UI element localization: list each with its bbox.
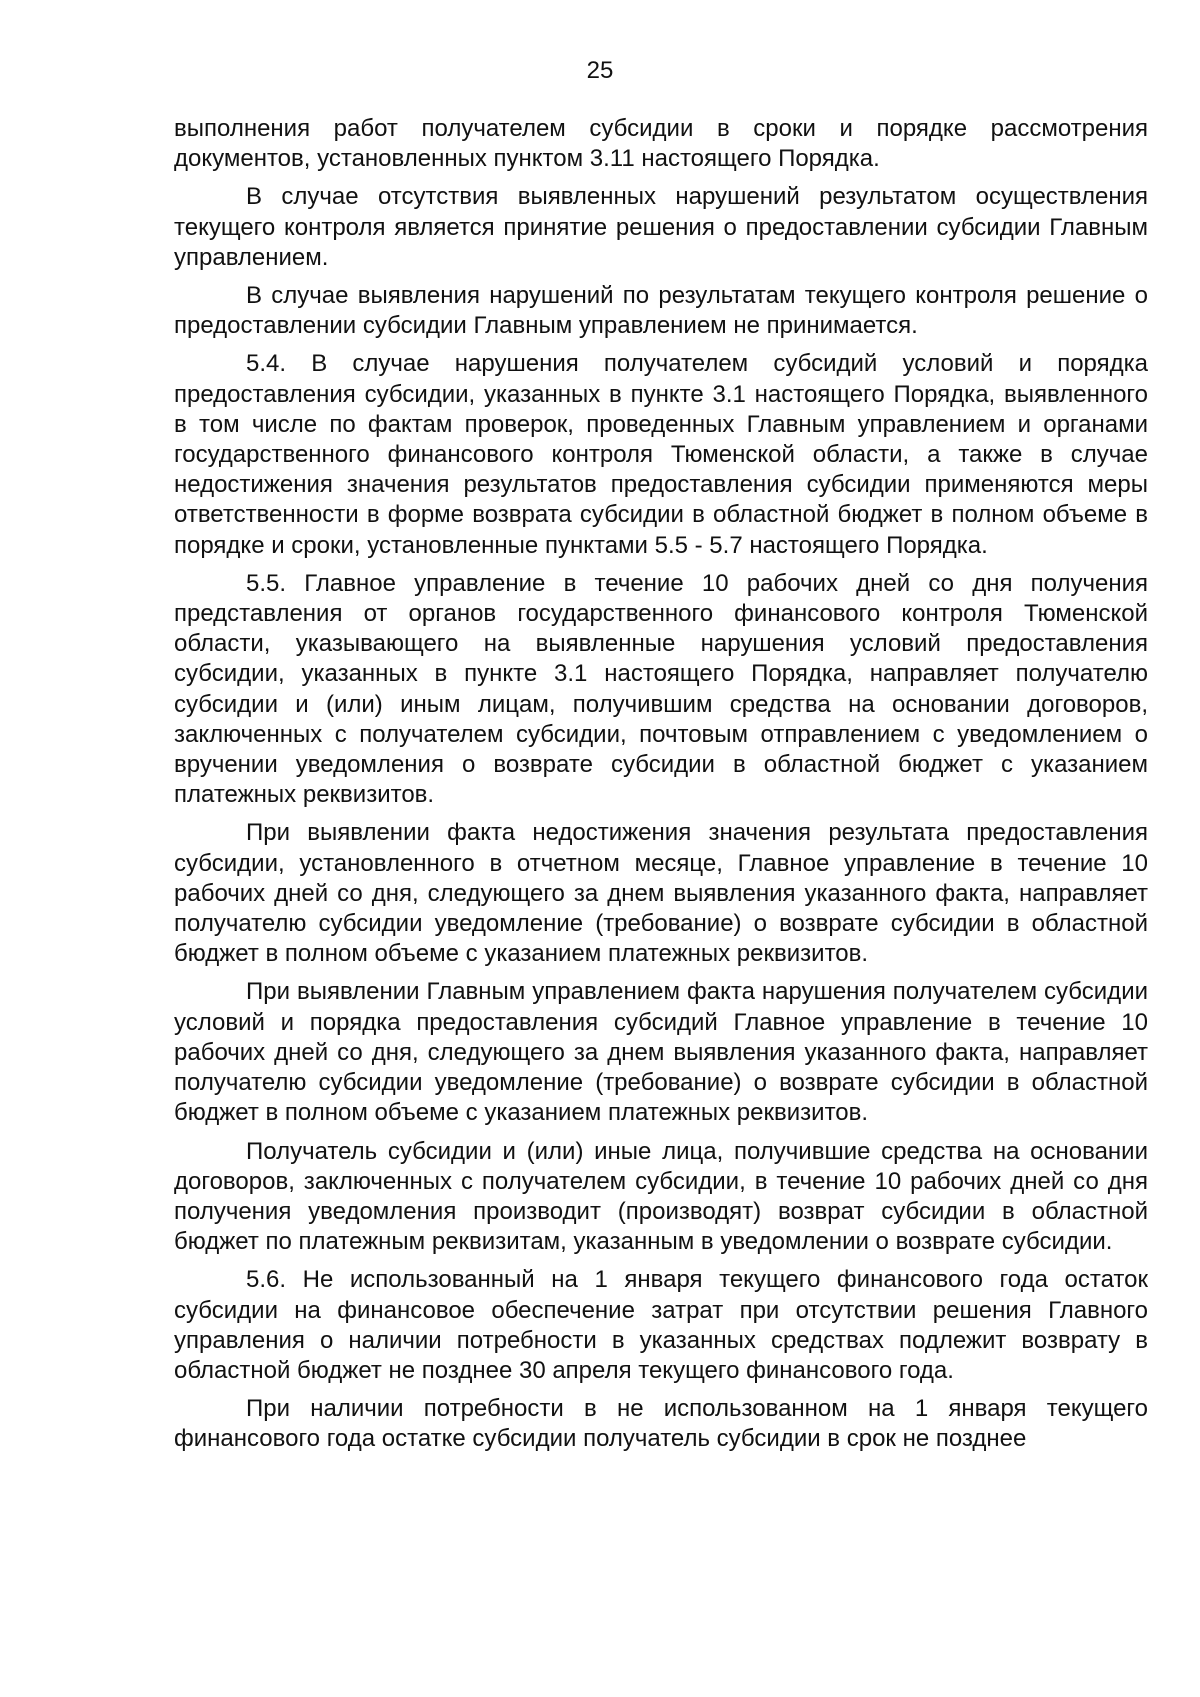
- paragraph-5-5: 5.5. Главное управление в течение 10 рабочих дней со дня получения представления от органов государственного финансового контроля Тюменской области, указывающего на выявленные нарушения условий предоставления субсидии, указанных в пункте 3.1 настоящего Порядка, направляет получателю субсидии и (или) иным лицам, получившим средства на основании договоров, заключенных с получателем субсидии, почтовым отправлением с уведомлением о вручении уведомления о возврате субсидии в областной бюджет с указанием платежных реквизитов.: [174, 569, 1148, 809]
- paragraph-continuation: выполнения работ получателем субсидии в сроки и порядке рассмотрения документов, установленных пунктом 3.11 настоящего Порядка.: [174, 115, 1148, 173]
- paragraph-result-not-achieved: При выявлении факта недостижения значения результата предоставления субсидии, установленного в отчетном месяце, Главное управление в течение 10 рабочих дней со дня, следующего за днем выявления указанного факта, направляет получателю субсидии уведомление (требование) о возврате субсидии в областной бюджет в полном объеме с указанием платежных реквизитов.: [174, 819, 1148, 968]
- paragraph-recipient-return: Получатель субсидии и (или) иные лица, получившие средства на основании договоров, заключенных с получателем субсидии, в течение 10 рабочих дней со дня получения уведомления производит (производят) возврат субсидии в областной бюджет по платежным реквизитам, указанным в уведомлении о возврате субсидии.: [174, 1137, 1148, 1256]
- paragraph-5-6: 5.6. Не использованный на 1 января текущего финансового года остаток субсидии на финансовое обеспечение затрат при отсутствии решения Главного управления о наличии потребности в указанных средствах подлежит возврату в областной бюджет не позднее 30 апреля текущего финансового года.: [174, 1266, 1148, 1384]
- document-body: [174, 114, 1148, 1463]
- paragraph-unused-balance: При наличии потребности в не использованном на 1 января текущего финансового года остатке субсидии получатель субсидии в срок не позднее: [174, 1395, 1148, 1453]
- paragraph-violation-detected: При выявлении Главным управлением факта нарушения получателем субсидии условий и порядка предоставления субсидий Главное управление в течение 10 рабочих дней со дня, следующего за днем выявления указанного факта, направляет получателю субсидии уведомление (требование) о возврате субсидии в областной бюджет в полном объеме с указанием платежных реквизитов.: [174, 978, 1148, 1127]
- paragraph-no-violations: В случае отсутствия выявленных нарушений результатом осуществления текущего контроля является принятие решения о предоставлении субсидии Главным управлением.: [174, 183, 1148, 271]
- page-number: 25: [586, 57, 614, 84]
- paragraph-5-4: 5.4. В случае нарушения получателем субсидий условий и порядка предоставления субсидии, указанных в пункте 3.1 настоящего Порядка, выявленного в том числе по фактам проверок, проведенных Главным управлением и органами государственного финансового контроля Тюменской области, а также в случае недостижения значения результатов предоставления субсидии применяются меры ответственности в форме возврата субсидии в областной бюджет в полном объеме в порядке и сроки, установленные пунктами 5.5 - 5.7 настоящего Порядка.: [174, 350, 1148, 559]
- paragraph-violations-found: В случае выявления нарушений по результатам текущего контроля решение о предоставлении субсидии Главным управлением не принимается.: [174, 282, 1148, 340]
